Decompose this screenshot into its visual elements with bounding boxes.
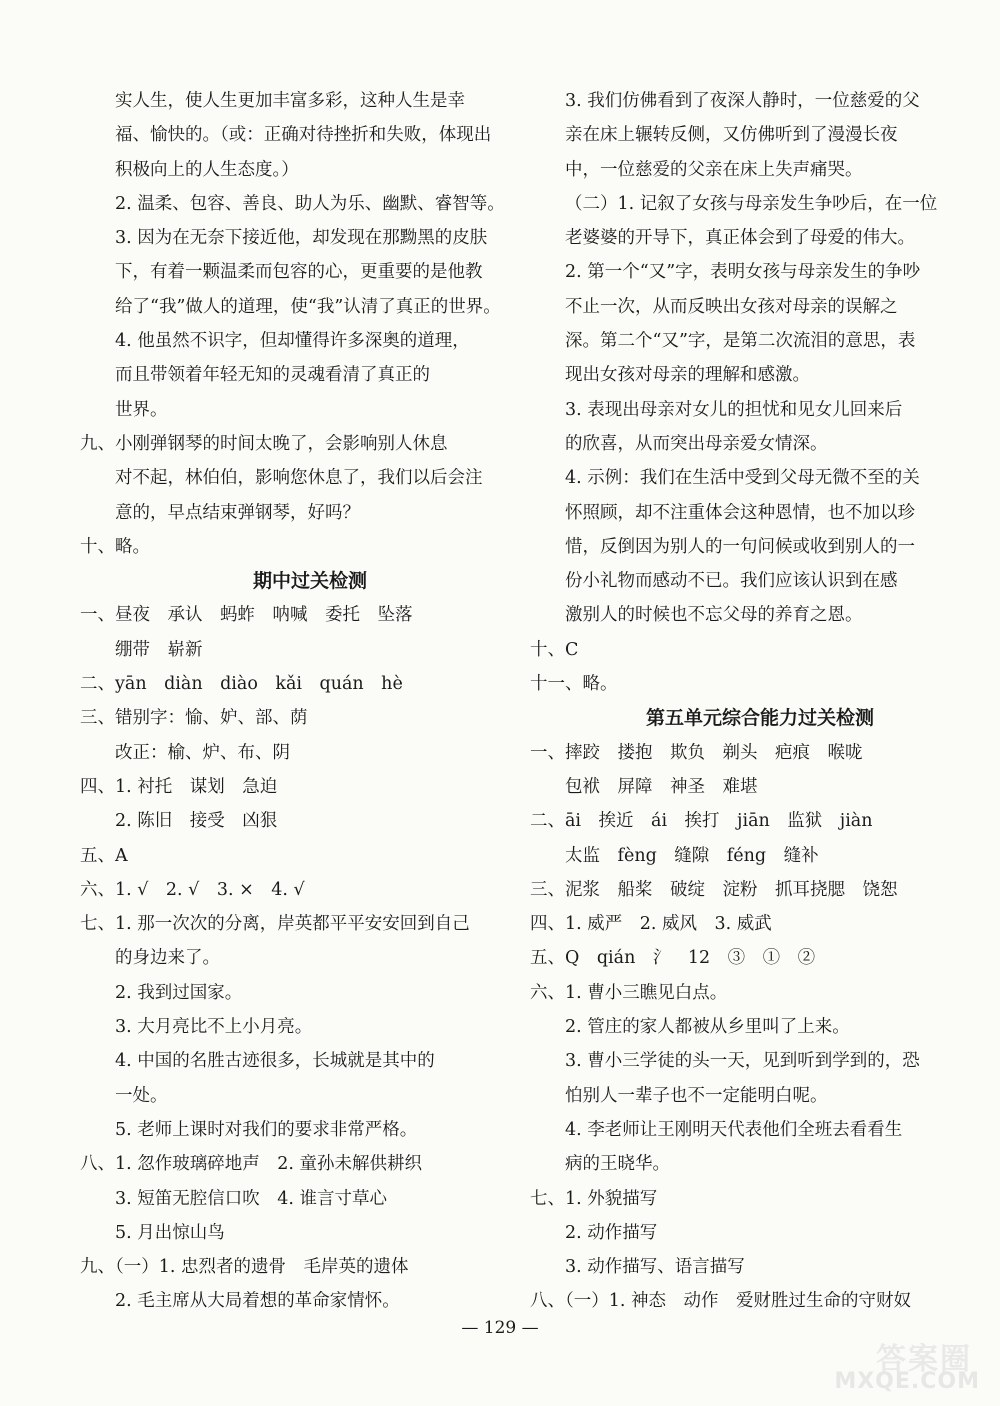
answer-item: 九、（一）1. 忠烈者的遗骨 毛岸英的遗体 (80, 1257, 409, 1278)
answer-line-continued: 改正：榆、炉、布、阴 (115, 742, 290, 763)
answer-line-continued: 实人生，使人生更加丰富多彩，这种人生是幸 (115, 91, 465, 111)
section-heading: 第五单元综合能力过关检测 (645, 707, 874, 730)
answer-line-continued: 3. 表现出母亲对女儿的担忧和见女儿回来后 (565, 399, 903, 420)
answer-line-continued: 下，有着一颗温柔而包容的心，更重要的是他教 (115, 262, 483, 283)
answer-item: 十、C (530, 639, 579, 660)
answer-item: 五、Q qián 氵 12 ③ ① ② (530, 948, 816, 969)
answer-item: 三、错别字：愉、妒、部、荫 (80, 708, 308, 729)
answer-line-continued: 3. 动作描写、语言描写 (565, 1257, 745, 1278)
answer-line-continued: 3. 大月亮比不上小月亮。 (115, 1017, 313, 1038)
answer-item: 一、昼夜 承认 蚂蚱 呐喊 委托 坠落 (80, 605, 413, 626)
answer-line-continued: 2. 动作描写 (565, 1222, 658, 1243)
answer-line-continued: 2. 管庄的家人都被从乡里叫了上来。 (565, 1017, 850, 1038)
answer-line-continued: 份小礼物而感动不已。我们应该认识到在感 (565, 571, 898, 592)
right-column (530, 84, 955, 1319)
answer-item: 八、1. 忽作玻璃碎地声 2. 童孙未解供耕织 (80, 1154, 423, 1175)
answer-line-continued: 意的，早点结束弹钢琴，好吗？ (115, 502, 360, 523)
answer-line-continued: 的身边来了。 (115, 948, 220, 969)
answer-line-continued: 绷带 崭新 (115, 639, 203, 660)
answer-line-continued: 激别人的时候也不忘父母的养育之恩。 (565, 605, 863, 626)
watermark (820, 1334, 980, 1394)
left-column (80, 84, 505, 1319)
answer-item: 四、1. 威严 2. 威风 3. 威武 (530, 914, 772, 935)
answer-item: 三、泥浆 船桨 破绽 淀粉 抓耳挠腮 饶恕 (530, 879, 898, 900)
answer-line-continued: 2. 陈旧 接受 凶狠 (115, 811, 278, 832)
answer-item: 六、1. 曹小三瞧见白点。 (530, 982, 728, 1003)
answer-item: 七、1. 外貌描写 (530, 1188, 658, 1209)
answer-line-continued: 3. 因为在无奈下接近他，却发现在那黝黑的皮肤 (115, 228, 488, 249)
answer-line-continued: 2. 毛主席从大局着想的革命家情怀。 (115, 1291, 400, 1312)
answer-line-continued: 太监 fèng 缝隙 féng 缝补 (565, 845, 819, 866)
answer-item: 六、1. √ 2. √ 3. × 4. √ (80, 879, 305, 900)
answer-line-continued: 3. 我们仿佛看到了夜深人静时，一位慈爱的父 (565, 91, 920, 111)
answer-line-continued: 包袱 屏障 神圣 难堪 (565, 776, 758, 797)
answer-line-continued: 5. 老师上课时对我们的要求非常严格。 (115, 1119, 418, 1140)
answer-item: 七、1. 那一次次的分离，岸英都平平安安回到自己 (80, 914, 470, 935)
answer-item: 十、略。 (80, 536, 150, 557)
answer-line-continued: 给了“我”做人的道理，使“我”认清了真正的世界。 (115, 296, 501, 317)
answer-item: 一、摔跤 搂抱 欺负 剃头 疤痕 喉咙 (530, 742, 863, 763)
answer-line-continued: 世界。 (115, 399, 168, 420)
answer-item: 二、āi 挨近 ái 挨打 jiān 监狱 jiàn (530, 811, 873, 832)
answer-item: 四、1. 衬托 谋划 急迫 (80, 776, 278, 797)
answer-line-continued: 怀照顾，却不注重体会这种恩情，也不加以珍 (565, 502, 915, 523)
answer-line-continued: 2. 第一个“又”字，表明女孩与母亲发生的争吵 (565, 262, 921, 283)
answer-item: 九、小刚弹钢琴的时间太晚了，会影响别人休息 (80, 433, 448, 454)
page-number: — 129 — (461, 1318, 539, 1338)
answer-line-continued: 而且带领着年轻无知的灵魂看清了真正的 (115, 365, 430, 386)
answer-line-continued: 5. 月出惊山鸟 (115, 1222, 225, 1243)
answer-line-continued: 的欣喜，从而突出母亲爱女情深。 (565, 433, 828, 454)
watermark-url: MXQE.COM (834, 1369, 980, 1394)
answer-line-continued: 对不起，林伯伯，影响您休息了，我们以后会注 (115, 468, 483, 489)
answer-line-continued: 中，一位慈爱的父亲在床上失声痛哭。 (565, 159, 863, 180)
answer-line-continued: 3. 短笛无腔信口吹 4. 谁言寸草心 (115, 1188, 388, 1209)
section-heading: 期中过关检测 (252, 570, 367, 593)
answer-line-continued: （二）1. 记叙了女孩与母亲发生争吵后，在一位 (565, 193, 938, 214)
answer-line-continued: 深。第二个“又”字，是第二次流泪的意思，表 (565, 331, 916, 352)
answer-item: 五、A (80, 845, 128, 866)
answer-line-continued: 2. 温柔、包容、善良、助人为乐、幽默、睿智等。 (115, 193, 505, 214)
answer-line-continued: 4. 李老师让王刚明天代表他们全班去看看生 (565, 1119, 903, 1140)
answer-line-continued: 不止一次，从而反映出女孩对母亲的误解之 (565, 296, 898, 317)
answer-line-continued: 惜，反倒因为别人的一句问候或收到别人的一 (565, 536, 915, 557)
answer-line-continued: 亲在床上辗转反侧，又仿佛听到了漫漫长夜 (565, 125, 898, 146)
answer-line-continued: 病的王晓华。 (565, 1154, 670, 1175)
answer-line-continued: 老婆婆的开导下，真正体会到了母爱的伟大。 (565, 228, 915, 249)
answer-item: 二、yān diàn diào kǎi quán hè (80, 674, 403, 695)
answer-item: 八、（一）1. 神态 动作 爱财胜过生命的守财奴 (530, 1291, 912, 1312)
answer-line-continued: 积极向上的人生态度。） (115, 159, 299, 180)
answer-line-continued: 3. 曹小三学徒的头一天，见到听到学到的，恐 (565, 1051, 920, 1072)
answer-item: 十一、略。 (530, 674, 618, 695)
answer-line-continued: 现出女孩对母亲的理解和感激。 (565, 365, 810, 386)
answer-line-continued: 2. 我到过国家。 (115, 982, 243, 1003)
answer-line-continued: 4. 中国的名胜古迹很多，长城就是其中的 (115, 1051, 435, 1072)
answer-line-continued: 福、愉快的。（或：正确对待挫折和失败，体现出 (115, 125, 492, 146)
answer-line-continued: 怕别人一辈子也不一定能明白呢。 (565, 1085, 828, 1106)
watermark-logo: 答案圈 (876, 1342, 972, 1377)
answer-line-continued: 一处。 (115, 1085, 168, 1106)
answer-line-continued: 4. 示例：我们在生活中受到父母无微不至的关 (565, 468, 920, 489)
answer-line-continued: 4. 他虽然不识字，但却懂得许多深奥的道理， (115, 331, 470, 352)
